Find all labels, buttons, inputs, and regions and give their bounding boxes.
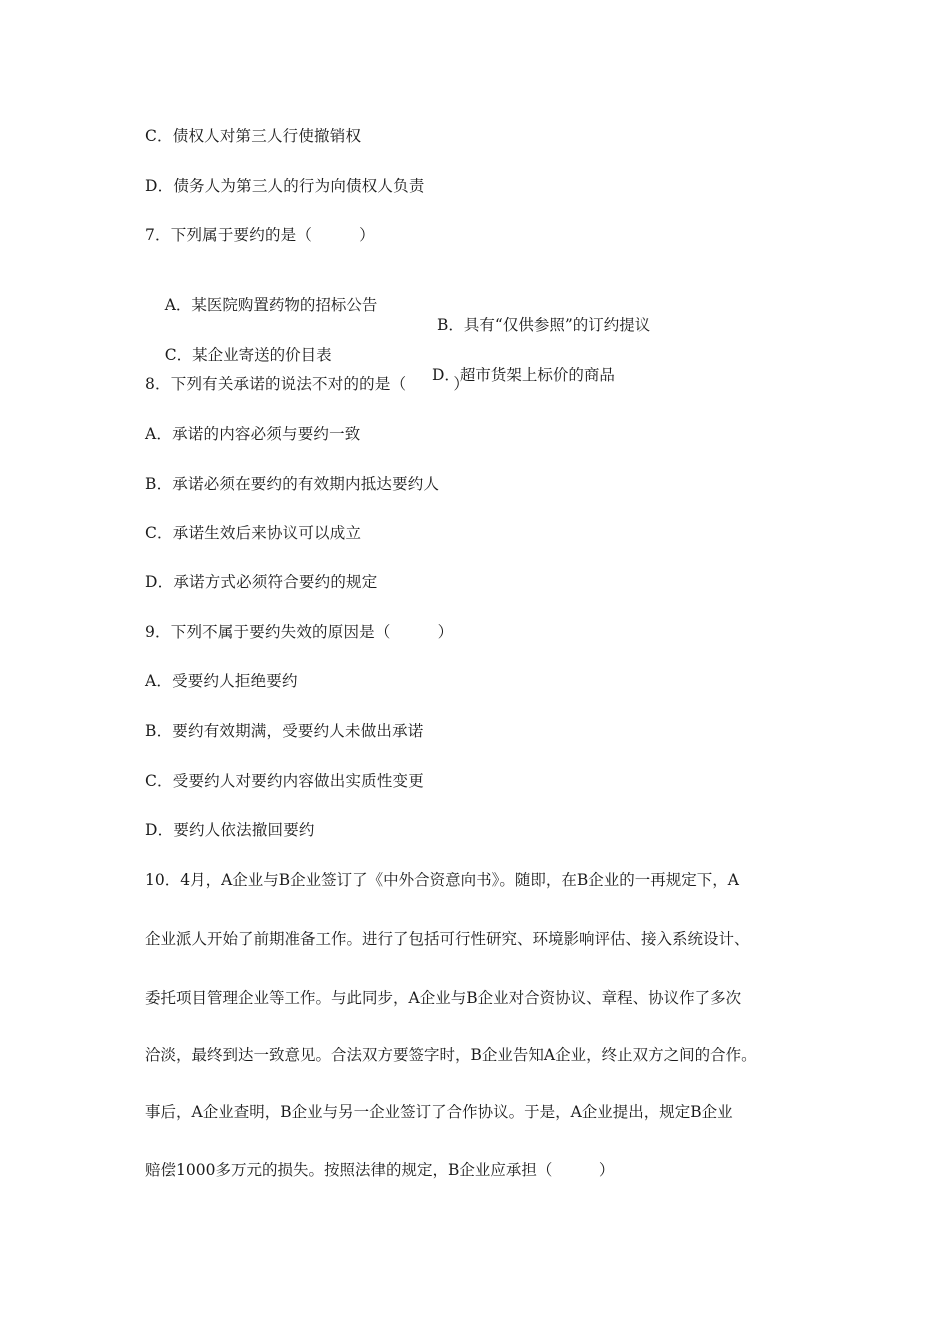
q10-line-5: 事后，A企业查明，B企业与另一企业签订了合作协议。于是，A企业提出，规定B企业 bbox=[145, 1103, 733, 1121]
q8-stem: 8．下列有关承诺的说法不对的的是（ ） bbox=[145, 375, 470, 393]
q10-line-3: 委托项目管理企业等工作。与此同步，A企业与B企业对合资协议、章程、协议作了多次 bbox=[145, 989, 742, 1007]
q9-option-a: A．受要约人拒绝要约 bbox=[145, 672, 298, 690]
q8-option-c: C．承诺生效后来协议可以成立 bbox=[145, 524, 362, 542]
q7-option-a: A．某医院购置药物的招标公告 bbox=[164, 296, 378, 314]
q7-option-b: B．具有“仅供参照”的订约提议 bbox=[437, 316, 651, 334]
q9-option-b: B．要约有效期满，受要约人未做出承诺 bbox=[145, 722, 424, 740]
q7-option-d: D．超市货架上标价的商品 bbox=[432, 366, 615, 384]
q8-option-b: B．承诺必须在要约的有效期内抵达要约人 bbox=[145, 475, 440, 493]
q10-line-1: 10．4月，A企业与B企业签订了《中外合资意向书》。随即，在B企业的一再规定下，A bbox=[145, 871, 740, 889]
q7-stem: 7．下列属于要约的是（ ） bbox=[145, 226, 375, 244]
q6-option-c: C．债权人对第三人行使撤销权 bbox=[145, 127, 362, 145]
q10-line-2: 企业派人开始了前期准备工作。进行了包括可行性研究、环境影响评估、接入系统设计、 bbox=[145, 930, 750, 948]
q9-stem: 9．下列不属于要约失效的原因是（ ） bbox=[145, 623, 454, 641]
q8-option-d: D．承诺方式必须符合要约的规定 bbox=[145, 573, 378, 591]
q10-line-4: 洽淡，最终到达一致意见。合法双方要签字时，B企业告知A企业，终止双方之间的合作。 bbox=[145, 1046, 757, 1064]
q9-option-c: C．受要约人对要约内容做出实质性变更 bbox=[145, 772, 424, 790]
q7-option-c: C．某企业寄送的价目表 bbox=[164, 346, 332, 364]
q9-option-d: D．要约人依法撤回要约 bbox=[145, 821, 315, 839]
q8-option-a: A．承诺的内容必须与要约一致 bbox=[145, 425, 361, 443]
q6-option-d: D．债务人为第三人的行为向债权人负责 bbox=[145, 177, 425, 195]
q10-line-6: 赔偿1000多万元的损失。按照法律的规定，B企业应承担（ ） bbox=[145, 1161, 615, 1179]
